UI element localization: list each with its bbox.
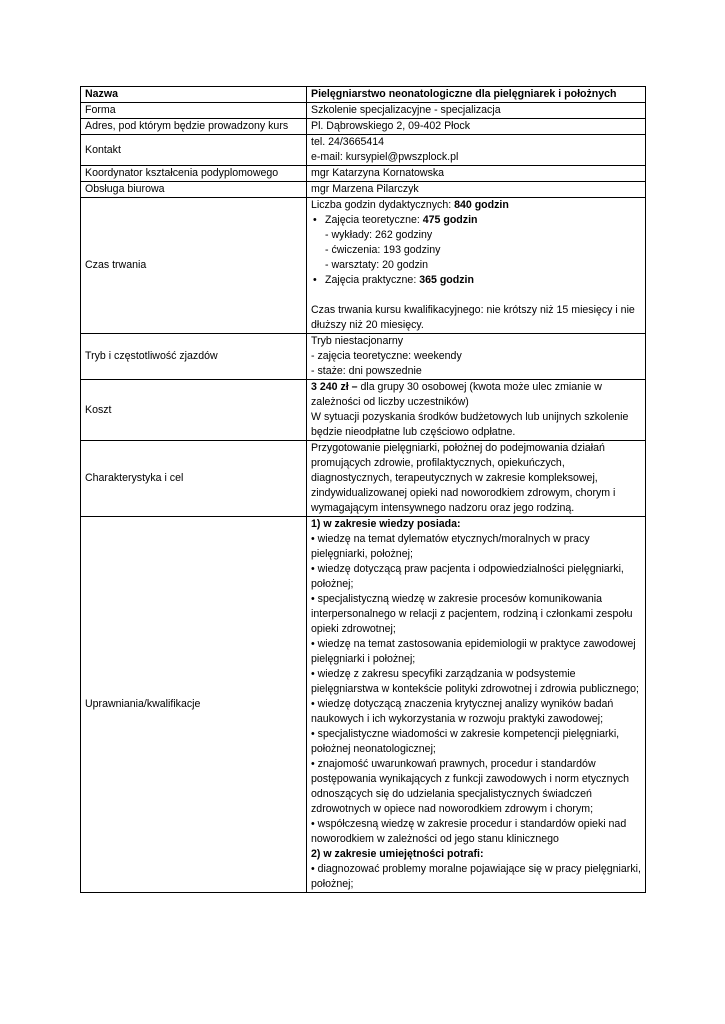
cost-note: W sytuacji pozyskania środków budżetowych lub unijnych szkolenie będzie nieodpłatne lub częściowo odpłatne. [311,411,629,438]
label-koordynator: Koordynator kształcenia podyplomowego [81,166,307,182]
cost-amount: 3 240 zł – [311,381,358,393]
value-obsluga: mgr Marzena Pilarczyk [307,182,646,198]
list-item: • współczesną wiedzę w zakresie procedur i standardów opieki nad noworodkiem w zależności od jego stanu klinicznego [311,818,627,845]
contact-email: e-mail: kursypiel@pwszplock.pl [311,151,459,163]
value-koszt [307,380,646,441]
row-nazwa [81,87,646,103]
course-info-table [80,86,646,893]
hours-exercises: - ćwiczenia: 193 godziny [325,244,441,256]
label-koszt: Koszt [81,380,307,441]
bullet-icon: • [313,274,317,286]
value-charakterystyka: Przygotowanie pielęgniarki, położnej do podejmowania działań promujących zdrowie, profilaktycznych, opiekuńczych, diagnostycznych, terapeutycznych w zakresie kompleksowej, zindywidualizowanej opieki nad noworodkiem zdrowym, chorym i wymagającym intensywnego nadzoru oraz jego rodziną. [307,441,646,517]
list-item: • specjalistyczną wiedzę w zakresie procesów komunikowania interpersonalnego w relacji z pacjentem, rodziną i członkami zespołu opieki zdrowotnej; [311,593,633,635]
row-tryb [81,334,646,380]
skills-list [311,862,641,892]
skills-heading: 2) w zakresie umiejętności potrafi: [311,848,484,860]
list-item: • wiedzę z zakresu specyfiki zarządzania w podsystemie pielęgniarstwa w kontekście polityki zdrowotnej i zdrowia publicznego; [311,668,639,695]
list-item: • wiedzę dotyczącą znaczenia krytycznej analizy wyników badań naukowych i ich wykorzystania w rozwoju praktyki zawodowej; [311,698,614,725]
label-kontakt: Kontakt [81,135,307,166]
value-uprawnienia [307,517,646,893]
row-koordynator [81,166,646,182]
bullet-icon: • [313,214,317,226]
hours-lectures: - wykłady: 262 godziny [325,229,433,241]
list-item: • wiedzę dotyczącą praw pacjenta i odpowiedzialności pielęgniarki, położnej; [311,563,624,590]
mode-theory: - zajęcia teoretyczne: weekendy [311,350,462,362]
row-kontakt [81,135,646,166]
value-forma: Szkolenie specjalizacyjne - specjalizacja [307,103,646,119]
row-adres [81,119,646,135]
value-czas [307,198,646,334]
label-czas: Czas trwania [81,198,307,334]
label-forma: Forma [81,103,307,119]
value-tryb [307,334,646,380]
course-name: Pielęgniarstwo neonatologiczne dla pielęgniarek i położnych [307,87,646,103]
row-charakterystyka [81,441,646,517]
hours-practice: • Zajęcia praktyczne: 365 godzin [313,274,474,286]
list-item: • wiedzę na temat dylematów etycznych/moralnych w pracy pielęgniarki, położnej; [311,533,590,560]
contact-phone: tel. 24/3665414 [311,136,385,148]
hours-theory: • Zajęcia teoretyczne: 475 godzin [313,214,478,226]
label-charakterystyka: Charakterystyka i cel [81,441,307,517]
row-forma [81,103,646,119]
label-nazwa: Nazwa [81,87,307,103]
cost-main: 3 240 zł – dla grupy 30 osobowej (kwota może ulec zmianie w zależności od liczby uczestników) [311,381,602,408]
knowledge-heading: 1) w zakresie wiedzy posiada: [311,518,461,530]
duration-note: Czas trwania kursu kwalifikacyjnego: nie krótszy niż 15 miesięcy i nie dłuższy niż 20 miesięcy. [311,304,635,331]
value-kontakt [307,135,646,166]
mode-internship: - staże: dni powszednie [311,365,422,377]
label-adres: Adres, pod którym będzie prowadzony kurs [81,119,307,135]
knowledge-list [311,532,641,847]
mode-line: Tryb niestacjonarny [311,335,404,347]
list-item: • wiedzę na temat zastosowania epidemiologii w praktyce zawodowej pielęgniarki i położnej; [311,638,636,665]
label-uprawnienia: Uprawniania/kwalifikacje [81,517,307,893]
label-obsluga: Obsługa biurowa [81,182,307,198]
row-obsluga [81,182,646,198]
label-tryb: Tryb i częstotliwość zjazdów [81,334,307,380]
row-uprawnienia [81,517,646,893]
list-item: • znajomość uwarunkowań prawnych, procedur i standardów postępowania wynikających z funkcji zawodowych i norm etycznych odnoszących się do udzielania specjalistycznych świadczeń zdrowotnych w opiece nad noworodkiem zdrowym i chorym; [311,758,629,815]
list-item: • diagnozować problemy moralne pojawiające się w pracy pielęgniarki, położnej; [311,863,641,890]
value-adres: Pl. Dąbrowskiego 2, 09-402 Płock [307,119,646,135]
row-koszt [81,380,646,441]
hours-workshops: - warsztaty: 20 godzin [325,259,429,271]
hours-total: Liczba godzin dydaktycznych: 840 godzin [311,199,509,211]
value-koordynator: mgr Katarzyna Kornatowska [307,166,646,182]
row-czas [81,198,646,334]
list-item: • specjalistyczne wiadomości w zakresie kompetencji pielęgniarki, położnej neonatologicznej; [311,728,620,755]
